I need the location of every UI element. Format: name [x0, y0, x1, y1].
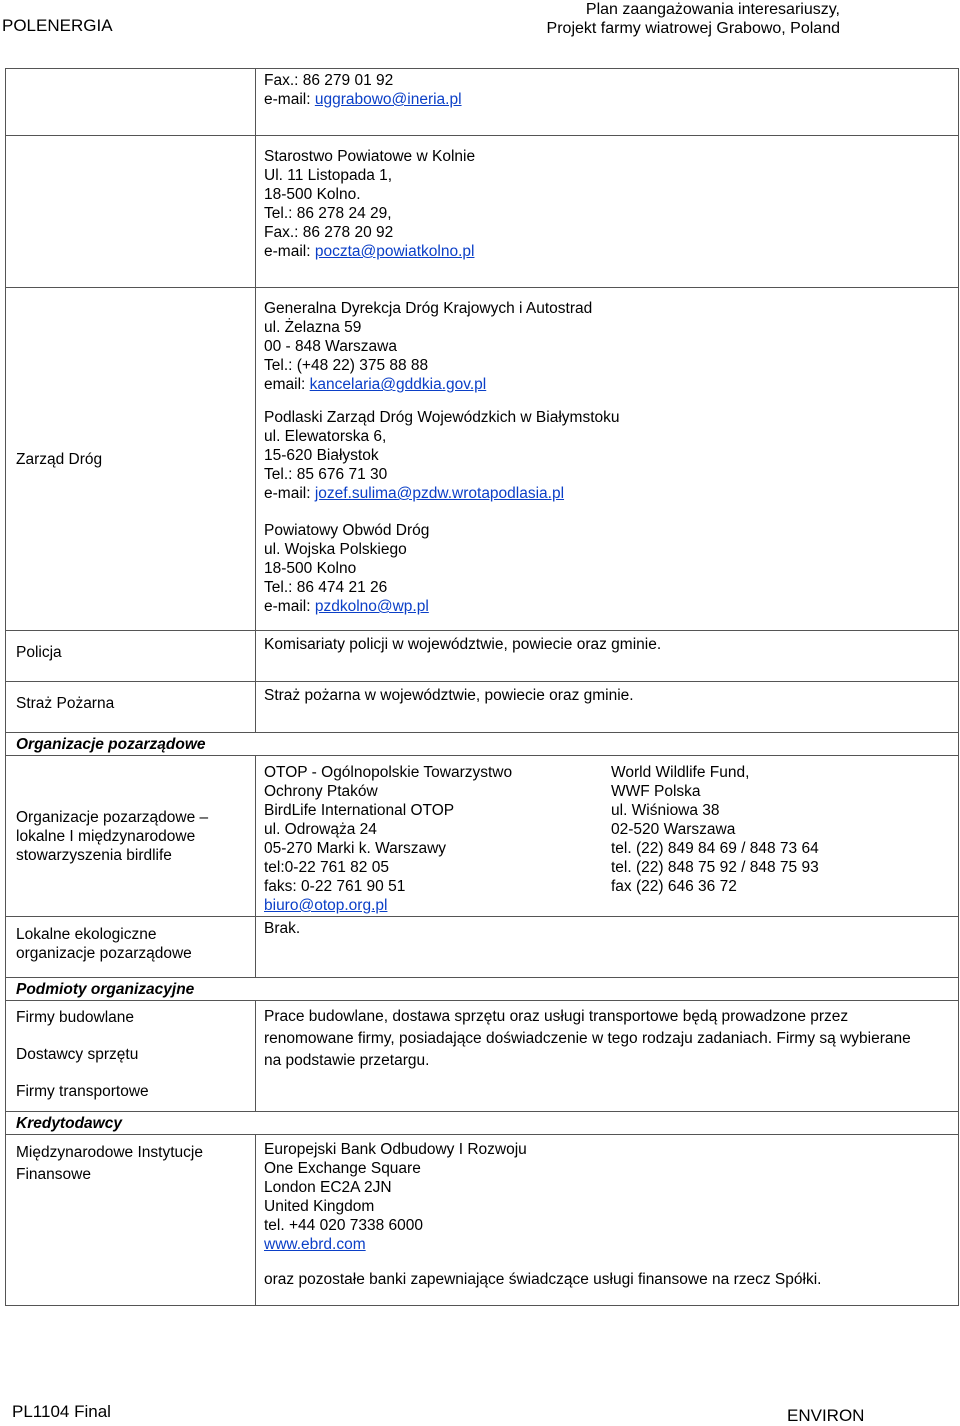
header-title-line2: Projekt farmy wiatrowej Grabowo, Poland [546, 20, 840, 37]
row-text: Brak. [264, 920, 301, 937]
section-heading-ngo: Organizacje pozarządowe [6, 733, 959, 756]
row-label-line: Firmy transportowe [16, 1083, 149, 1100]
address-line: tel. +44 020 7338 6000 [264, 1217, 424, 1234]
otop-block [264, 763, 611, 915]
label-cell-straz [6, 682, 256, 733]
section-heading-kredytodawcy: Kredytodawcy [6, 1112, 959, 1135]
row-label-line: stowarzyszenia birdlife [16, 846, 172, 864]
label-cell-ngo [6, 756, 256, 917]
address-line: 05-270 Marki k. Warszawy [264, 840, 447, 857]
email-link[interactable]: jozef.sulima@pzdw.wrotapodlasia.pl [314, 485, 565, 502]
content-cell-lokalne [256, 917, 959, 978]
table-row-lokalne [6, 917, 959, 978]
row-label-line: Firmy budowlane [16, 1009, 135, 1026]
label-cell-banki [6, 1135, 256, 1306]
address-line: 18-500 Kolno [264, 560, 357, 577]
row-text: Prace budowlane, dostawa sprzętu oraz usługi transportowe będą prowadzone przez renomowane firmy, posiadające doświadczenie w tego rodzaju zadaniach. Firmy są wybierane na podstawie przetargu. [264, 1008, 911, 1069]
email-link[interactable]: poczta@powiatkolno.pl [314, 243, 475, 260]
wwf-block [611, 763, 958, 915]
row-label-line: lokalne I międzynarodowe [16, 827, 196, 845]
content-cell-banki [256, 1135, 959, 1306]
content-cell-policja [256, 631, 959, 682]
address-line: 00 - 848 Warszawa [264, 338, 397, 355]
table-row-policja [6, 631, 959, 682]
address-line: fax (22) 646 36 72 [611, 878, 737, 895]
fax-line: Fax.: 86 279 01 92 [264, 72, 394, 89]
address-line: Ochrony Ptaków [264, 783, 378, 800]
label-cell-lokalne [6, 917, 256, 978]
section-row [6, 733, 959, 756]
row-label-line: Finansowe [16, 1166, 91, 1183]
email-link[interactable]: biuro@otop.org.pl [264, 897, 388, 914]
address-line: Powiatowy Obwód Dróg [264, 522, 430, 539]
powiatowy-block [264, 521, 958, 616]
address-line: faks: 0-22 761 90 51 [264, 878, 406, 895]
email-line: e-mail: uggrabowo@ineria.pl [264, 91, 462, 108]
label-cell-empty [6, 136, 256, 288]
content-cell-zarzad-drog [256, 288, 959, 631]
section-row [6, 978, 959, 1001]
email-link[interactable]: kancelaria@gddkia.gov.pl [309, 376, 487, 393]
section-heading-podmioty: Podmioty organizacyjne [6, 978, 959, 1001]
content-cell-ngo [256, 756, 959, 917]
address-line: tel:0-22 761 82 05 [264, 859, 389, 876]
address-line: OTOP - Ogólnopolskie Towarzystwo [264, 764, 513, 781]
table-row-starostwo [6, 136, 959, 288]
address-line: Europejski Bank Odbudowy I Rozwoju [264, 1141, 527, 1158]
address-line: ul. Wojska Polskiego [264, 541, 407, 558]
row-label-line: Lokalne ekologiczne [16, 926, 157, 943]
row-text: Straż pożarna w województwie, powiecie oraz gminie. [264, 687, 634, 704]
address-line: United Kingdom [264, 1198, 375, 1215]
podlaski-block [264, 408, 958, 503]
row-label: Straż Pożarna [16, 695, 115, 712]
address-line: 15-620 Białystok [264, 447, 379, 464]
email-line: e-mail: pzdkolno@wp.pl [264, 598, 429, 615]
email-line: e-mail: jozef.sulima@pzdw.wrotapodlasia.pl [264, 485, 565, 502]
label-cell-zarzad-drog [6, 288, 256, 631]
row-label: Zarząd Dróg [16, 450, 103, 468]
label-cell-policja [6, 631, 256, 682]
row-text: oraz pozostałe banki zapewniające świadczące usługi finansowe na rzecz Spółki. [264, 1271, 822, 1288]
address-line: tel. (22) 849 84 69 / 848 73 64 [611, 840, 819, 857]
address-line: London EC2A 2JN [264, 1179, 392, 1196]
email-link[interactable]: pzdkolno@wp.pl [314, 598, 429, 615]
address-line: ul. Odrowąża 24 [264, 821, 377, 838]
gddkia-block [264, 299, 958, 394]
header-title [547, 0, 840, 38]
row-label-line: Dostawcy sprzętu [16, 1046, 139, 1063]
email-line: e-mail: poczta@powiatkolno.pl [264, 243, 475, 260]
address-line: Tel.: (+48 22) 375 88 88 [264, 357, 429, 374]
content-cell-firmy [256, 1001, 959, 1112]
address-line: Tel.: 85 676 71 30 [264, 466, 388, 483]
row-label-line: Organizacje pozarządowe – [16, 808, 209, 826]
row-label-line: organizacje pozarządowe [16, 945, 192, 962]
table-row-firmy [6, 1001, 959, 1112]
address-line: 02-520 Warszawa [611, 821, 736, 838]
row-text: Komisariaty policji w województwie, powiecie oraz gminie. [264, 636, 662, 653]
address-line: tel. (22) 848 75 92 / 848 75 93 [611, 859, 819, 876]
address-line: WWF Polska [611, 783, 701, 800]
content-cell-straz [256, 682, 959, 733]
address-line: Generalna Dyrekcja Dróg Krajowych i Autostrad [264, 300, 593, 317]
address-line: 18-500 Kolno. [264, 186, 361, 203]
address-line: ul. Wiśniowa 38 [611, 802, 720, 819]
email-link[interactable]: uggrabowo@ineria.pl [314, 91, 462, 108]
stakeholder-table [5, 68, 959, 1306]
content-cell-continuation [256, 69, 959, 136]
section-row [6, 1112, 959, 1135]
address-line: Tel.: 86 474 21 26 [264, 579, 388, 596]
table-row-banki [6, 1135, 959, 1306]
address-line: Fax.: 86 278 20 92 [264, 224, 394, 241]
table-row-straz [6, 682, 959, 733]
address-line: ul. Żelazna 59 [264, 319, 362, 336]
address-line: ul. Elewatorska 6, [264, 428, 387, 445]
address-line: Ul. 11 Listopada 1, [264, 167, 393, 184]
table-row-continuation [6, 69, 959, 136]
email-line: email: kancelaria@gddkia.gov.pl [264, 376, 487, 393]
address-line: One Exchange Square [264, 1160, 421, 1177]
row-label-line: Międzynarodowe Instytucje [16, 1144, 203, 1161]
label-cell-firmy [6, 1001, 256, 1112]
footer-doc-id: PL1104 Final [12, 1402, 111, 1421]
header-company: POLENERGIA [2, 16, 113, 35]
address-line: Starostwo Powiatowe w Kolnie [264, 148, 476, 165]
address-line: BirdLife International OTOP [264, 802, 455, 819]
content-cell-starostwo [256, 136, 959, 288]
row-label: Policja [16, 644, 62, 661]
header-title-line1: Plan zaangażowania interesariuszy, [585, 1, 840, 18]
address-line: Tel.: 86 278 24 29, [264, 205, 392, 222]
footer-company: ENVIRON [787, 1406, 865, 1425]
table-row-zarzad-drog [6, 288, 959, 631]
website-link[interactable]: www.ebrd.com [264, 1236, 366, 1253]
table-row-ngo [6, 756, 959, 917]
label-cell-empty [6, 69, 256, 136]
address-line: World Wildlife Fund, [611, 764, 750, 781]
address-line: Podlaski Zarząd Dróg Wojewódzkich w Białymstoku [264, 409, 620, 426]
